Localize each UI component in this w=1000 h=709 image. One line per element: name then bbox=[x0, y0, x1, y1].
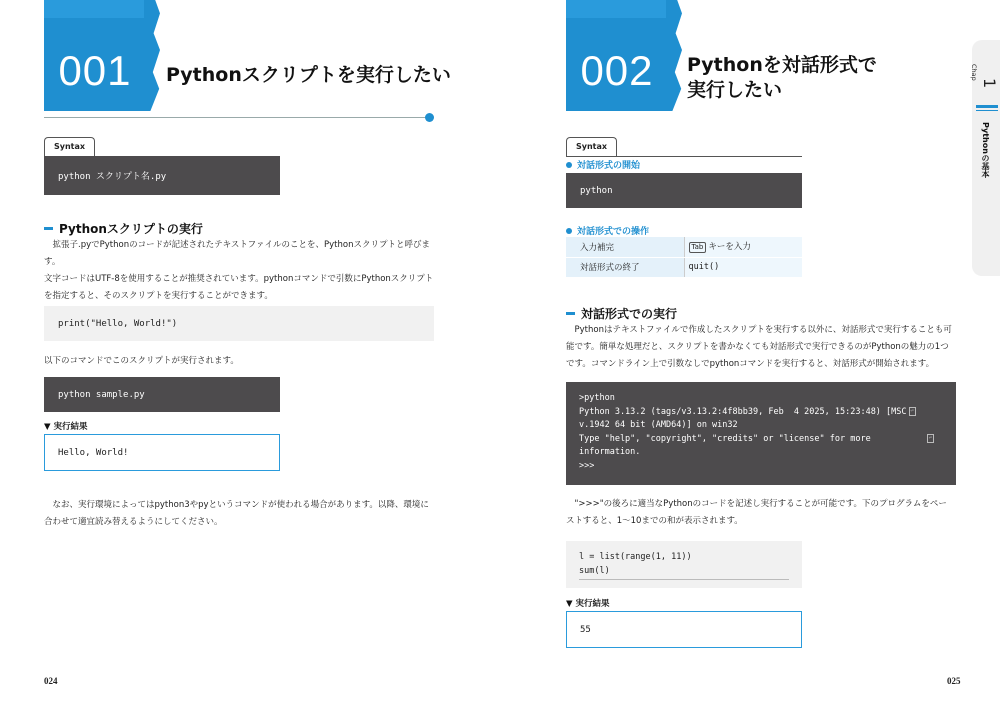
paragraph-intro bbox=[566, 322, 958, 373]
chapter-title: Pythonの基本 bbox=[981, 122, 990, 178]
sub-heading bbox=[566, 158, 640, 171]
page-number: 025 bbox=[947, 676, 961, 686]
sub-heading bbox=[566, 224, 649, 237]
console-line: >>> bbox=[579, 460, 595, 471]
chapter-rule bbox=[976, 105, 998, 108]
syntax-tab: Syntax bbox=[44, 137, 95, 156]
title-rule bbox=[44, 117, 430, 118]
result-label: ▼ 実行結果 bbox=[566, 599, 610, 609]
title-line: Pythonを対話形式で bbox=[687, 54, 877, 76]
paragraph-line: ストすると、1～10までの和が表示されます。 bbox=[566, 516, 743, 526]
result-box: Hello, World! bbox=[44, 434, 280, 471]
line-continue-icon: ⏎ bbox=[928, 434, 932, 441]
chapter-rule-thin bbox=[976, 110, 998, 111]
paragraph-paste bbox=[566, 496, 958, 530]
item-number-badge bbox=[566, 0, 668, 111]
paragraph-line: 合わせて適宜読み替えるようにしてください。 bbox=[44, 517, 223, 527]
chapter-label: Chap bbox=[970, 64, 978, 81]
table-row bbox=[566, 237, 802, 257]
paragraph-line: 文字コードはUTF-8を使用することが推奨されています。pythonコマンドで引数にPythonスクリプト bbox=[44, 274, 434, 284]
item-number: 002 bbox=[580, 47, 654, 94]
sub-heading-text: 対話形式の開始 bbox=[577, 161, 641, 171]
page-number: 024 bbox=[44, 676, 58, 686]
console-line bbox=[579, 406, 943, 420]
tab-key-icon: Tab bbox=[689, 242, 707, 253]
rule-dot-icon bbox=[425, 113, 434, 122]
paragraph-line: 拡張子.pyでPythonのコードが記述されたテキストファイルのことを、Pythonスクリプトと呼びます。 bbox=[44, 240, 430, 267]
table-cell-value: quit() bbox=[684, 257, 802, 277]
result-box: 55 bbox=[566, 611, 802, 648]
paragraph-line: を指定すると、そのスクリプトを実行することができます。 bbox=[44, 291, 273, 301]
section-title: 対話形式での実行 bbox=[581, 307, 678, 321]
paragraph-line: 能です。簡単な処理だと、スクリプトを書かなくても対話形式で実行できるのがPythonの魅力の1つ bbox=[566, 342, 949, 352]
chapter-number: 1 bbox=[980, 78, 999, 89]
syntax-rule bbox=[566, 156, 802, 157]
run-command-block: python sample.py bbox=[44, 377, 280, 412]
paragraph-command: 以下のコマンドでこのスクリプトが実行されます。 bbox=[44, 356, 239, 366]
code-line: sum(l) bbox=[579, 566, 610, 576]
item-number: 001 bbox=[58, 47, 132, 94]
paragraph-line: なお、実行環境によってはpython3やpyというコマンドが使われる場合があります。以降、環境に bbox=[44, 500, 429, 510]
start-code-block: python bbox=[566, 173, 802, 208]
bullet-dot-icon bbox=[566, 162, 572, 168]
result-label: ▼ 実行結果 bbox=[44, 422, 88, 432]
section-heading bbox=[44, 220, 203, 237]
operations-table bbox=[566, 237, 802, 278]
syntax-tab: Syntax bbox=[566, 137, 617, 156]
table-cell-text: キーを入力 bbox=[708, 242, 751, 253]
table-cell-label: 対話形式の終了 bbox=[566, 257, 684, 277]
item-number-badge bbox=[44, 0, 146, 111]
page-title: Pythonスクリプトを実行したい bbox=[166, 64, 451, 86]
table-cell-label: 入力補完 bbox=[566, 237, 684, 257]
console-line bbox=[579, 433, 943, 447]
section-title: Pythonスクリプトの実行 bbox=[59, 222, 203, 236]
paragraph-line: Pythonはテキストファイルで作成したスクリプトを実行する以外に、対話形式で実行することも可 bbox=[566, 325, 952, 335]
console-block bbox=[566, 382, 956, 485]
console-line: information. bbox=[579, 447, 641, 457]
section-bar-icon bbox=[566, 312, 575, 315]
section-bar-icon bbox=[44, 227, 53, 230]
console-text: Python 3.13.2 (tags/v3.13.2:4f8bb39, Feb 4 2025, 15:23:48) [MSC bbox=[579, 406, 907, 417]
section-heading bbox=[566, 305, 677, 322]
paragraph-line: ">>>"の後ろに適当なPythonのコードを記述し実行することが可能です。下のプログラムをペー bbox=[566, 499, 947, 509]
code-sample-block: print("Hello, World!") bbox=[44, 306, 434, 341]
paragraph-note bbox=[44, 497, 436, 531]
page-title bbox=[687, 53, 877, 103]
bullet-dot-icon bbox=[566, 228, 572, 234]
table-cell-value bbox=[684, 237, 802, 257]
syntax-code-block: python スクリプト名.py bbox=[44, 156, 280, 195]
code-sample-block bbox=[566, 541, 802, 588]
console-text: Type "help", "copyright", "credits" or "license" for more bbox=[579, 433, 871, 444]
console-line: v.1942 64 bit (AMD64)] on win32 bbox=[579, 420, 738, 430]
console-line: >python bbox=[579, 393, 615, 403]
line-continue-icon: ⏎ bbox=[910, 407, 914, 414]
table-row bbox=[566, 257, 802, 277]
paragraph-line: です。コマンドライン上で引数なしでpythonコマンドを実行すると、対話形式が開始されます。 bbox=[566, 359, 935, 369]
title-line: 実行したい bbox=[687, 79, 783, 101]
code-line: l = list(range(1, 11)) bbox=[579, 552, 692, 562]
sub-heading-text: 対話形式での操作 bbox=[577, 227, 650, 237]
